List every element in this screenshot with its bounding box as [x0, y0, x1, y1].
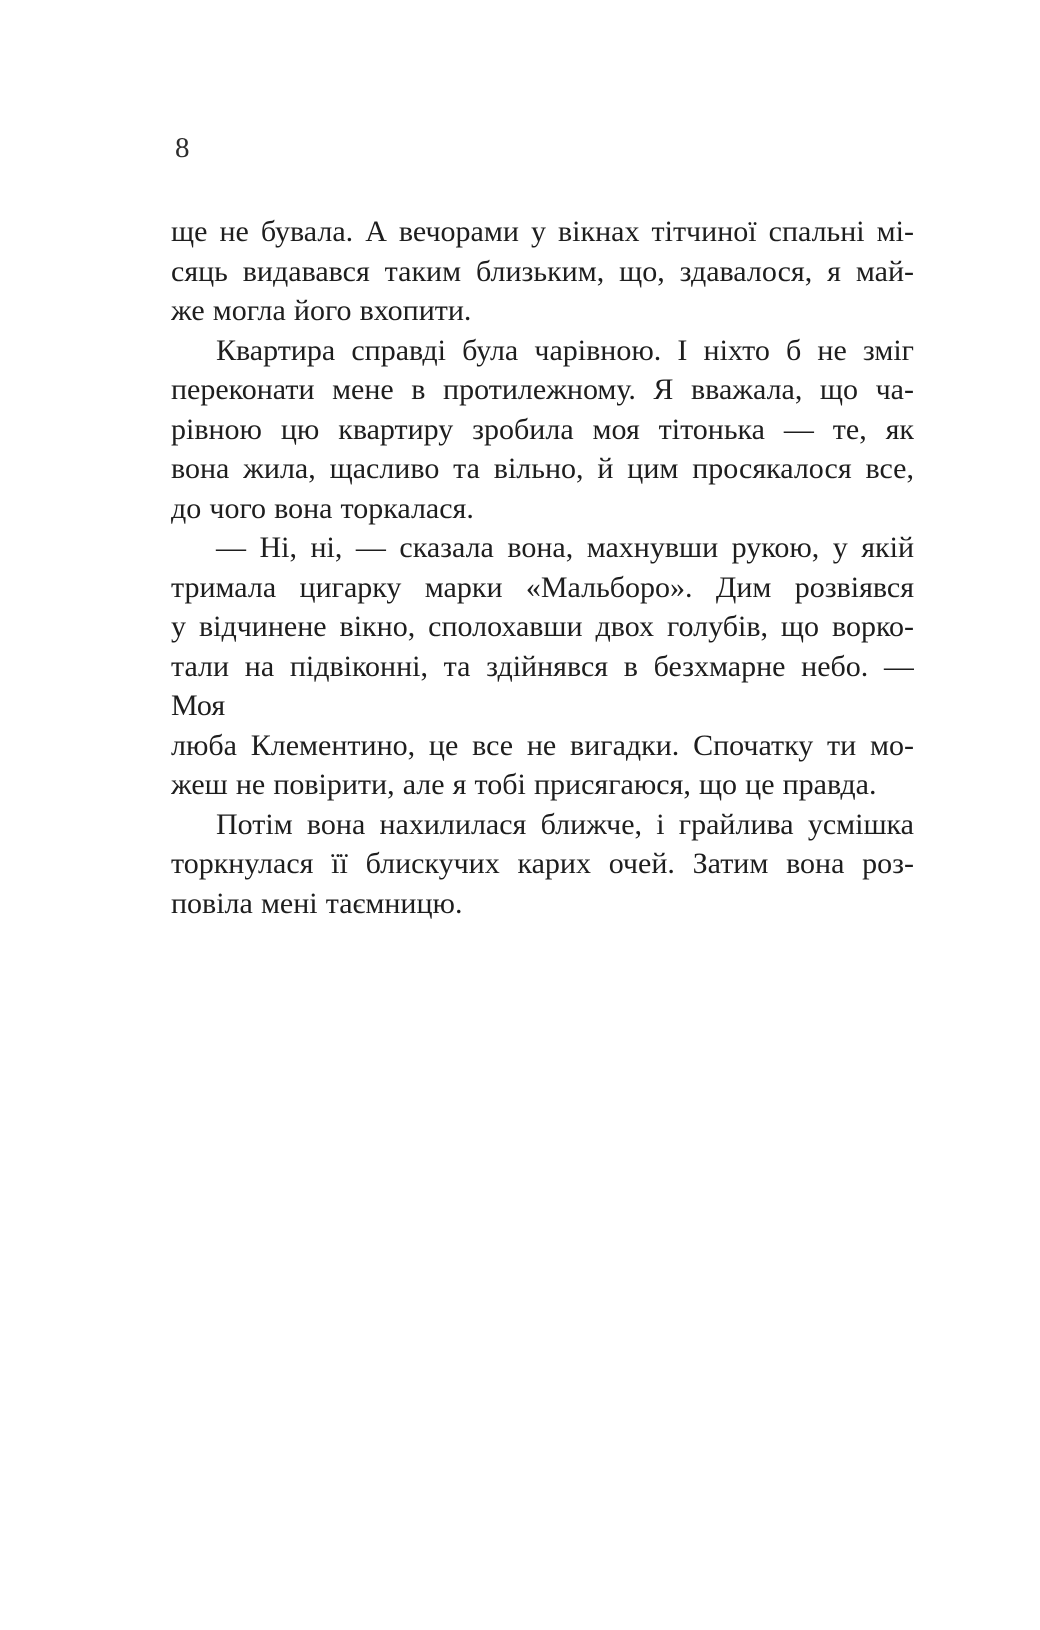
page-number: 8 — [175, 132, 190, 164]
text-line: тримала цигарку марки «Мальборо». Дим розвіявся — [171, 570, 914, 604]
text-line: же могла його вхопити. — [171, 294, 472, 327]
text-line: торкнулася її блискучих карих очей. Затим вона роз- — [171, 847, 914, 880]
paragraph — [171, 805, 914, 924]
paragraph — [171, 528, 914, 805]
text-line: до чого вона торкалася. — [171, 491, 474, 525]
text-line: — Ні, ні, — сказала вона, махнувши рукою, у якій — [216, 531, 914, 564]
text-line: Квартира справді була чарівною. І ніхто б не зміг — [216, 333, 914, 367]
text-line: Потім вона нахилилася ближче, і грайлива усмішка — [216, 807, 914, 841]
paragraph — [171, 212, 914, 331]
text-line: у відчинене вікно, сполохавши двох голубів, що ворко- — [171, 610, 914, 643]
text-line: тали на підвіконні, та здійнявся в безхмарне небо. — Моя — [171, 649, 914, 722]
text-block — [171, 212, 914, 923]
paragraph — [171, 331, 914, 529]
text-line: переконати мене в протилежному. Я вважала, що ча- — [171, 373, 914, 406]
text-line: рівною цю квартиру зробила моя тітонька — те, як — [171, 412, 914, 446]
text-line: ще не бувала. А вечорами у вікнах тітчиної спальні мі- — [171, 215, 914, 248]
text-line: сяць видавався таким близьким, що, здавалося, я май- — [171, 254, 914, 288]
text-line: жеш не повірити, але я тобі присягаюся, що це правда. — [171, 768, 877, 801]
text-line: повіла мені таємницю. — [171, 886, 463, 920]
text-line: вона жила, щасливо та вільно, й цим просякалося все, — [171, 452, 914, 485]
text-line: люба Клементино, це все не вигадки. Спочатку ти мо- — [171, 728, 914, 762]
